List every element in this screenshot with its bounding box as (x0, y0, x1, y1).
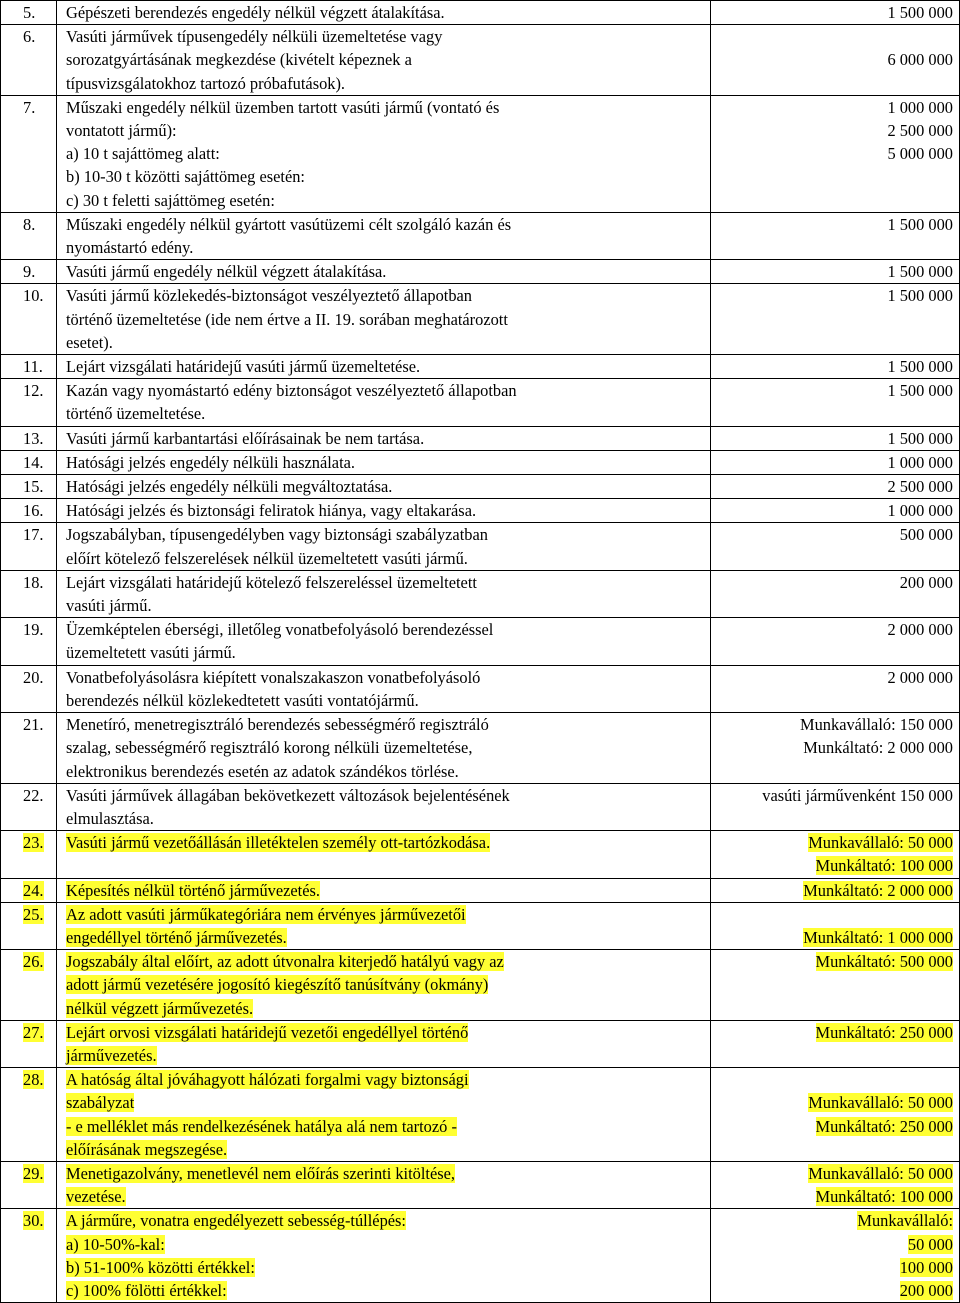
row-amount (711, 713, 960, 784)
table-row (1, 95, 960, 212)
description-line: engedéllyel történő járművezetés. (66, 927, 287, 947)
table-row (1, 426, 960, 450)
row-description (57, 355, 711, 379)
row-amount (711, 665, 960, 712)
row-number-text: 14. (23, 452, 44, 472)
description-line: járművezetés. (66, 1045, 157, 1065)
description-line: c) 30 t feletti sajáttömeg esetén: (66, 190, 275, 210)
row-description (57, 475, 711, 499)
row-description (57, 950, 711, 1021)
description-line: Az adott vasúti járműkategóriára nem érvényes járművezetői (66, 904, 466, 924)
row-number (1, 665, 57, 712)
table-row (1, 902, 960, 949)
amount-line: Munkáltató: 500 000 (815, 952, 953, 972)
amount-line: 2 000 000 (887, 667, 953, 687)
row-description (57, 212, 711, 259)
table-row (1, 1068, 960, 1162)
row-amount (711, 1, 960, 25)
row-number (1, 260, 57, 284)
row-amount (711, 1161, 960, 1208)
description-line: vasúti jármű. (66, 596, 152, 616)
description-line: Üzemképtelen éberségi, illetőleg vonatbefolyásoló berendezéssel (66, 620, 494, 640)
table-row (1, 523, 960, 570)
row-description (57, 450, 711, 474)
row-description (57, 260, 711, 284)
row-amount (711, 831, 960, 878)
description-line: Lejárt vizsgálati határidejű kötelező felszereléssel üzemeltetett (66, 572, 477, 592)
row-number (1, 379, 57, 426)
row-number (1, 523, 57, 570)
row-number-text: 21. (23, 715, 44, 735)
amount-line: Munkáltató: 1 000 000 (803, 927, 953, 947)
row-number (1, 1209, 57, 1303)
row-description (57, 902, 711, 949)
row-number-text: 25. (23, 904, 44, 924)
description-line: b) 10-30 t közötti sajáttömeg esetén: (66, 167, 305, 187)
amount-line: Munkáltató: 2 000 000 (803, 880, 953, 900)
row-number (1, 831, 57, 878)
description-line: berendezés nélkül közlekedtetett vasúti vontatójármű. (66, 690, 419, 710)
description-line: történő üzemeltetése (ide nem értve a II. 19. sorában meghatározott (66, 309, 508, 329)
row-number-text: 29. (23, 1163, 44, 1183)
row-description (57, 713, 711, 784)
amount-line: 1 500 000 (887, 286, 953, 306)
table-row (1, 379, 960, 426)
row-number-text: 10. (23, 286, 44, 306)
amount-line: Munkavállaló: 50 000 (808, 833, 953, 853)
description-line: Gépészeti berendezés engedély nélkül végzett átalakítása. (66, 3, 445, 22)
amount-line: 2 500 000 (887, 477, 953, 497)
table-row (1, 284, 960, 355)
row-number (1, 355, 57, 379)
table-row (1, 783, 960, 830)
row-number (1, 1, 57, 25)
row-amount (711, 95, 960, 212)
amount-line: 1 500 000 (887, 428, 953, 448)
description-line: szabályzat (66, 1093, 135, 1113)
description-line: Hatósági jelzés engedély nélküli használata. (66, 452, 355, 472)
amount-line: 500 000 (899, 525, 953, 545)
description-line: Menetíró, menetregisztráló berendezés sebességmérő regisztráló (66, 715, 489, 735)
description-line: Vasúti jármű karbantartási előírásainak be nem tartása. (66, 428, 425, 448)
row-amount (711, 25, 960, 96)
description-line: Vonatbefolyásolásra kiépített vonalszakaszon vonatbefolyásoló (66, 667, 481, 687)
row-number (1, 25, 57, 96)
description-line: Lejárt orvosi vizsgálati határidejű vezetői engedéllyel történő (66, 1022, 469, 1042)
row-number-text: 18. (23, 572, 44, 592)
row-number (1, 95, 57, 212)
row-description (57, 831, 711, 878)
table-row (1, 713, 960, 784)
row-number-text: 13. (23, 428, 44, 448)
amount-line: 200 000 (899, 572, 953, 592)
row-amount (711, 783, 960, 830)
amount-line: 100 000 (899, 1257, 953, 1277)
row-amount (711, 379, 960, 426)
row-number (1, 570, 57, 617)
row-number-text: 9. (23, 262, 36, 282)
row-amount (711, 618, 960, 665)
amount-line: Munkáltató: 250 000 (815, 1116, 953, 1136)
description-line: típusvizsgálatokhoz tartozó próbafutások). (66, 73, 346, 93)
row-description (57, 426, 711, 450)
amount-line: Munkáltató: 2 000 000 (803, 738, 953, 758)
description-line: b) 51-100% közötti értékkel: (66, 1257, 255, 1277)
row-number-text: 20. (23, 667, 44, 687)
description-line: vezetése. (66, 1187, 126, 1207)
row-amount (711, 260, 960, 284)
row-number (1, 212, 57, 259)
amount-line: 1 000 000 (887, 452, 953, 472)
description-line: üzemeltetett vasúti jármű. (66, 643, 236, 663)
description-line: esetet). (66, 332, 113, 352)
description-line: szalag, sebességmérő regisztráló korong nélküli üzemeltetése, (66, 738, 473, 758)
amount-line: 50 000 (907, 1234, 953, 1254)
row-number (1, 1068, 57, 1162)
table-row (1, 25, 960, 96)
row-description (57, 618, 711, 665)
row-number-text: 6. (23, 27, 36, 47)
amount-line: Munkavállaló: 150 000 (800, 715, 953, 735)
row-number-text: 11. (23, 357, 43, 377)
row-description (57, 523, 711, 570)
row-description (57, 665, 711, 712)
amount-line: Munkavállaló: 50 000 (808, 1163, 953, 1183)
fine-table-body (1, 1, 960, 1303)
row-number-text: 22. (23, 785, 44, 805)
row-description (57, 379, 711, 426)
amount-line: Munkavállaló: (857, 1211, 953, 1231)
description-line: Vasúti járművek állagában bekövetkezett változások bejelentésének (66, 785, 510, 805)
table-row (1, 831, 960, 878)
description-line: Vasúti járművek típusengedély nélküli üzemeltetése vagy (66, 27, 443, 47)
row-amount (711, 212, 960, 259)
table-row (1, 618, 960, 665)
description-line: sorozatgyártásának megkezdése (kivételt képeznek a (66, 50, 412, 70)
description-line: Vasúti jármű vezetőállásán illetéktelen személy ott-tartózkodása. (66, 833, 491, 853)
description-line: Vasúti jármű közlekedés-biztonságot veszélyeztető állapotban (66, 286, 472, 306)
row-description (57, 95, 711, 212)
description-line: Menetigazolvány, menetlevél nem előírás szerinti kitöltése, (66, 1163, 455, 1183)
row-description (57, 1068, 711, 1162)
amount-line: 1 000 000 (887, 97, 953, 117)
row-amount (711, 426, 960, 450)
description-line: Kazán vagy nyomástartó edény biztonságot veszélyeztető állapotban (66, 381, 517, 401)
row-number (1, 902, 57, 949)
table-row (1, 950, 960, 1021)
description-line: a) 10-50%-kal: (66, 1234, 165, 1254)
description-line: Hatósági jelzés és biztonsági feliratok hiánya, vagy eltakarása. (66, 501, 477, 521)
description-line: A járműre, vonatra engedélyezett sebesség-túllépés: (66, 1211, 406, 1231)
row-description (57, 1161, 711, 1208)
description-line: - e melléklet más rendelkezésének hatálya alá nem tartozó - (66, 1116, 457, 1136)
amount-line: 1 500 000 (887, 214, 953, 234)
row-number (1, 878, 57, 902)
table-row (1, 1161, 960, 1208)
row-number (1, 475, 57, 499)
description-line: a) 10 t sajáttömeg alatt: (66, 144, 220, 164)
row-amount (711, 475, 960, 499)
description-line: Képesítés nélkül történő járművezetés. (66, 880, 320, 900)
amount-line: Munkáltató: 250 000 (815, 1022, 953, 1042)
table-row (1, 499, 960, 523)
row-amount (711, 523, 960, 570)
table-row (1, 450, 960, 474)
table-row (1, 1, 960, 25)
amount-line: 1 500 000 (887, 262, 953, 282)
description-line: nyomástartó edény. (66, 238, 194, 258)
description-line: Műszaki engedély nélkül üzemben tartott vasúti jármű (vontató és (66, 97, 500, 117)
row-number (1, 450, 57, 474)
row-number-text: 26. (23, 952, 44, 972)
row-number (1, 284, 57, 355)
table-row (1, 475, 960, 499)
row-amount (711, 570, 960, 617)
row-number-text: 17. (23, 525, 44, 545)
row-number-text: 7. (23, 97, 36, 117)
row-amount (711, 1209, 960, 1303)
description-line: elektronikus berendezés esetén az adatok szándékos törlése. (66, 761, 459, 781)
amount-line: 2 500 000 (887, 121, 953, 141)
row-amount (711, 902, 960, 949)
row-number-text: 16. (23, 501, 44, 521)
amount-line: vasúti járművenként 150 000 (762, 785, 953, 805)
amount-line: 1 500 000 (887, 381, 953, 401)
row-amount (711, 878, 960, 902)
row-number-text: 15. (23, 477, 44, 497)
row-number (1, 950, 57, 1021)
amount-line: 1 500 000 (887, 357, 953, 377)
row-number (1, 499, 57, 523)
description-line: Jogszabály által előírt, az adott útvonalra kiterjedő hatályú vagy az (66, 952, 504, 972)
amount-line: 6 000 000 (887, 50, 953, 70)
description-line: nélkül végzett járművezetés. (66, 998, 254, 1018)
amount-line: Munkáltató: 100 000 (815, 1187, 953, 1207)
description-line: előírt kötelező felszerelések nélkül üzemeltetett vasúti jármű. (66, 548, 468, 568)
row-description (57, 1209, 711, 1303)
row-number (1, 618, 57, 665)
table-row (1, 665, 960, 712)
row-amount (711, 950, 960, 1021)
row-amount (711, 1068, 960, 1162)
row-description (57, 284, 711, 355)
row-number-text: 23. (23, 833, 44, 853)
description-line: adott jármű vezetésére jogosító kiegészítő tanúsítvány (okmány) (66, 975, 489, 995)
amount-line: Munkavállaló: 50 000 (808, 1093, 953, 1113)
row-description (57, 878, 711, 902)
description-line: Műszaki engedély nélkül gyártott vasútüzemi célt szolgáló kazán és (66, 214, 512, 234)
row-description (57, 783, 711, 830)
row-amount (711, 355, 960, 379)
amount-line: 200 000 (899, 1280, 953, 1300)
row-number (1, 1020, 57, 1067)
description-line: történő üzemeltetése. (66, 404, 206, 424)
row-description (57, 570, 711, 617)
row-amount (711, 284, 960, 355)
row-number-text: 28. (23, 1070, 44, 1090)
table-row (1, 260, 960, 284)
row-description (57, 1020, 711, 1067)
table-row (1, 355, 960, 379)
row-description (57, 499, 711, 523)
table-row (1, 878, 960, 902)
table-row (1, 1020, 960, 1067)
description-line: c) 100% fölötti értékkel: (66, 1280, 227, 1300)
amount-line: 1 000 000 (887, 501, 953, 521)
amount-line: 1 500 000 (887, 3, 953, 22)
row-number-text: 19. (23, 620, 44, 640)
description-line: Jogszabályban, típusengedélyben vagy biztonsági szabályzatban (66, 525, 488, 545)
row-number-text: 24. (23, 880, 44, 900)
row-number (1, 1161, 57, 1208)
description-line: előírásának megszegése. (66, 1139, 228, 1159)
table-row (1, 212, 960, 259)
row-number-text: 27. (23, 1022, 44, 1042)
row-number-text: 8. (23, 214, 36, 234)
row-description (57, 1, 711, 25)
row-number-text: 5. (23, 3, 36, 22)
row-number-text: 30. (23, 1211, 44, 1231)
table-row (1, 1209, 960, 1303)
row-amount (711, 499, 960, 523)
description-line: elmulasztása. (66, 808, 154, 828)
description-line: vontatott jármű): (66, 121, 177, 141)
description-line: Vasúti jármű engedély nélkül végzett átalakítása. (66, 262, 387, 282)
description-line: Lejárt vizsgálati határidejű vasúti jármű üzemeltetése. (66, 357, 421, 377)
amount-line: Munkáltató: 100 000 (815, 856, 953, 876)
description-line: Hatósági jelzés engedély nélküli megváltoztatása. (66, 477, 393, 497)
table-row (1, 570, 960, 617)
row-number (1, 426, 57, 450)
row-number-text: 12. (23, 381, 44, 401)
row-amount (711, 450, 960, 474)
row-description (57, 25, 711, 96)
row-amount (711, 1020, 960, 1067)
amount-line: 5 000 000 (887, 144, 953, 164)
description-line: A hatóság által jóváhagyott hálózati forgalmi vagy biztonsági (66, 1070, 469, 1090)
amount-line: 2 000 000 (887, 620, 953, 640)
row-number (1, 783, 57, 830)
row-number (1, 713, 57, 784)
